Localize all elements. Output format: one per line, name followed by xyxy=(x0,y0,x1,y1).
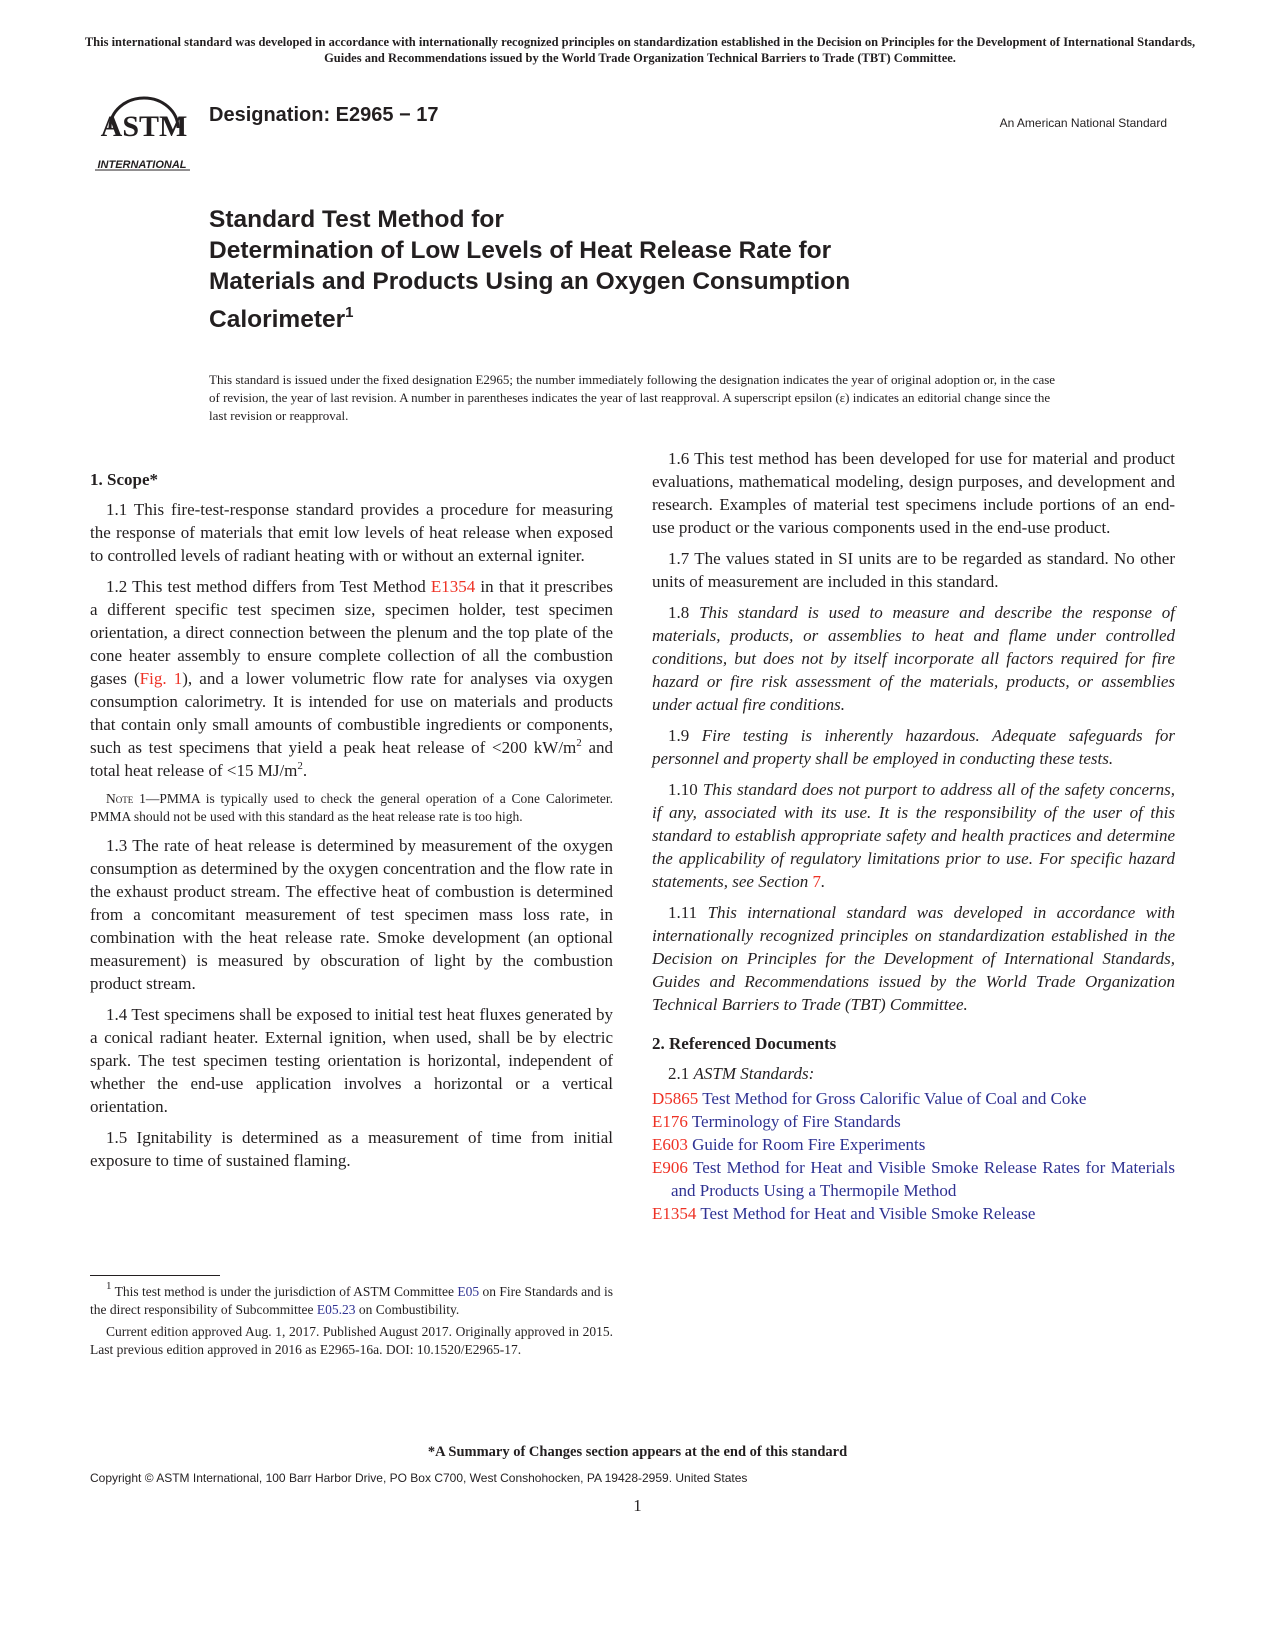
footnote-1: $^1$ This test method is under the jurisdiction of ASTM Committee E05 on Fire Standards and is the direct responsibility of Subcommittee E05.23 on Combustibility. xyxy=(90,1280,613,1317)
logo-subtitle: INTERNATIONAL xyxy=(97,159,187,171)
ref-item-d5865[interactable]: D5865 Test Method for Gross Calorific Value of Coal and Coke xyxy=(652,1089,1087,1108)
issued-notice: This standard is issued under the fixed designation E2965; the number immediately following the designation indicates the year of original adoption or, in the case of revision, the year of last revision. A number in parentheses indicates the year of last reapproval. A superscript epsilon (ε) indicates an editorial change since the last revision or reapproval. xyxy=(209,372,1056,423)
ref-item-e1354[interactable]: E1354 Test Method for Heat and Visible Smoke Release xyxy=(652,1204,1036,1223)
right-column xyxy=(652,447,1175,1225)
page-number: 1 xyxy=(633,1496,642,1515)
american-national-standard: An American National Standard xyxy=(999,116,1167,130)
link-e05[interactable]: E05 xyxy=(457,1284,480,1299)
paragraph-1-9: 1.9 Fire testing is inherently hazardous. Adequate safeguards for personnel and property shall be employed in conducting these tests. xyxy=(652,726,1176,768)
link-fig-1[interactable]: Fig. 1 xyxy=(139,669,183,688)
astm-logo xyxy=(90,88,198,172)
paragraph-1-8: 1.8 This standard is used to measure and describe the response of materials, products, or assemblies to heat and flame under controlled conditions, but does not by itself incorporate all factors required for fire hazard or fire risk assessment of the materials, products, or assemblies under actual fire conditions. xyxy=(652,603,1175,714)
scope-heading: 1. Scope* xyxy=(90,470,158,489)
ref-item-e176[interactable]: E176 Terminology of Fire Standards xyxy=(652,1112,901,1131)
footnote-rule xyxy=(90,1275,220,1276)
paragraph-1-5: 1.5 Ignitability is determined as a measurement of time from initial exposure to time of sustained flaming. xyxy=(90,1128,613,1170)
paragraph-1-10: 1.10 This standard does not purport to address all of the safety concerns, if any, associated with its use. It is the responsibility of the user of this standard to establish appropriate safety and health practices and determine the applicability of regulatory limitations prior to use. For specific hazard statements, see Section 7. xyxy=(652,780,1176,891)
title-line-3: Materials and Products Using an Oxygen Consumption xyxy=(209,268,851,295)
astm-standards-label: 2.1 ASTM Standards: xyxy=(668,1064,815,1083)
link-section-7[interactable]: 7 xyxy=(812,872,822,891)
footnotes xyxy=(90,1280,613,1363)
title-line-2: Determination of Low Levels of Heat Release Rate for xyxy=(209,237,832,264)
referenced-list xyxy=(652,1062,1175,1225)
document-title xyxy=(209,204,1069,335)
logo-letters: ASTM xyxy=(100,110,188,143)
paragraph-1-11: 1.11 This international standard was developed in accordance with internationally recognized principles on standardization established in the Decision on Principles for the Development of International Standards, Guides and Recommendations issued by the World Trade Organization Technical Barriers to Trade (TBT) Committee. xyxy=(652,903,1175,1014)
designation: Designation: E2965 − 17 xyxy=(209,104,439,126)
ref-item-e603[interactable]: E603 Guide for Room Fire Experiments xyxy=(652,1135,926,1154)
title-footnote-mark: 1 xyxy=(345,304,354,321)
paragraph-1-1: 1.1 This fire-test-response standard provides a procedure for measuring the response of materials that emit low levels of heat release when exposed to controlled levels of radiant heating with or without an external igniter. xyxy=(90,500,613,565)
paragraph-1-2: 1.2 This test method differs from Test Method E1354 in that it prescribes a different specific test specimen size, specimen holder, test specimen orientation, a direct connection between the plenum and the top plate of the cone heater assembly to ensure complete collection of all the combustion gases (Fig. 1), and a lower volumetric flow rate for analyses via oxygen consumption calorimetry. It is intended for use on materials and products that contain only small amounts of combustible ingredients or components, such as test specimens that yield a peak heat release of <200 $kW/m^2$ and total heat release of <15 $MJ/m^2$. xyxy=(90,577,614,780)
left-column xyxy=(90,470,613,1180)
paragraph-1-6: 1.6 This test method has been developed for use for material and product evaluations, mathematical modeling, design purposes, and development and research. Examples of material test specimens include portions of an end-use product or the various components used in the end-use product. xyxy=(652,449,1175,537)
note-1: Note 1—PMMA is typically used to check the general operation of a Cone Calorimeter. PMMA should not be used with this standard as the heat release rate is too high. xyxy=(90,791,613,824)
summary-of-changes-note: *A Summary of Changes section appears at the end of this standard xyxy=(427,1444,848,1460)
link-e05-23[interactable]: E05.23 xyxy=(316,1302,356,1317)
link-e1354[interactable]: E1354 xyxy=(430,577,476,596)
referenced-heading: 2. Referenced Documents xyxy=(652,1034,837,1053)
paragraph-1-7: 1.7 The values stated in SI units are to be regarded as standard. No other units of measurement are included in this standard. xyxy=(652,549,1175,591)
footnote-edition: Current edition approved Aug. 1, 2017. Published August 2017. Originally approved in 2015. Last previous edition approved in 2016 as E2965-16a. DOI: 10.1520/E2965-17. xyxy=(90,1324,613,1357)
title-line-1: Standard Test Method for xyxy=(209,206,504,233)
ref-item-e906[interactable]: E906 Test Method for Heat and Visible Smoke Release Rates for Materials and Products Using a Thermopile Method xyxy=(652,1158,1175,1200)
note-1-label: Note 1 xyxy=(106,791,146,806)
top-notice: This international standard was developed in accordance with internationally recognized principles on standardization established in the Decision on Principles for the Development of International Standards, Guides and Recommendations issued by the World Trade Organization Technical Barriers to Trade (TBT) Committee. xyxy=(84,35,1196,65)
paragraph-1-4: 1.4 Test specimens shall be exposed to initial test heat fluxes generated by a conical radiant heater. External ignition, when used, shall be by electric spark. The test specimen testing orientation is horizontal, independent of whether the end-use application involves a horizontal or a vertical orientation. xyxy=(90,1005,613,1116)
copyright: Copyright © ASTM International, 100 Barr Harbor Drive, PO Box C700, West Conshohocken, PA 19428-2959. United States xyxy=(90,1471,748,1485)
paragraph-1-3: 1.3 The rate of heat release is determined by measurement of the oxygen consumption as determined by the oxygen concentration and the flow rate in the exhaust product stream. The effective heat of combustion is determined from a concomitant measurement of test specimen mass loss rate, in combination with the heat release rate. Smoke development (an optional measurement) is measured by obscuration of light by the combustion product stream. xyxy=(90,836,613,993)
title-line-4: Calorimeter xyxy=(209,306,346,333)
